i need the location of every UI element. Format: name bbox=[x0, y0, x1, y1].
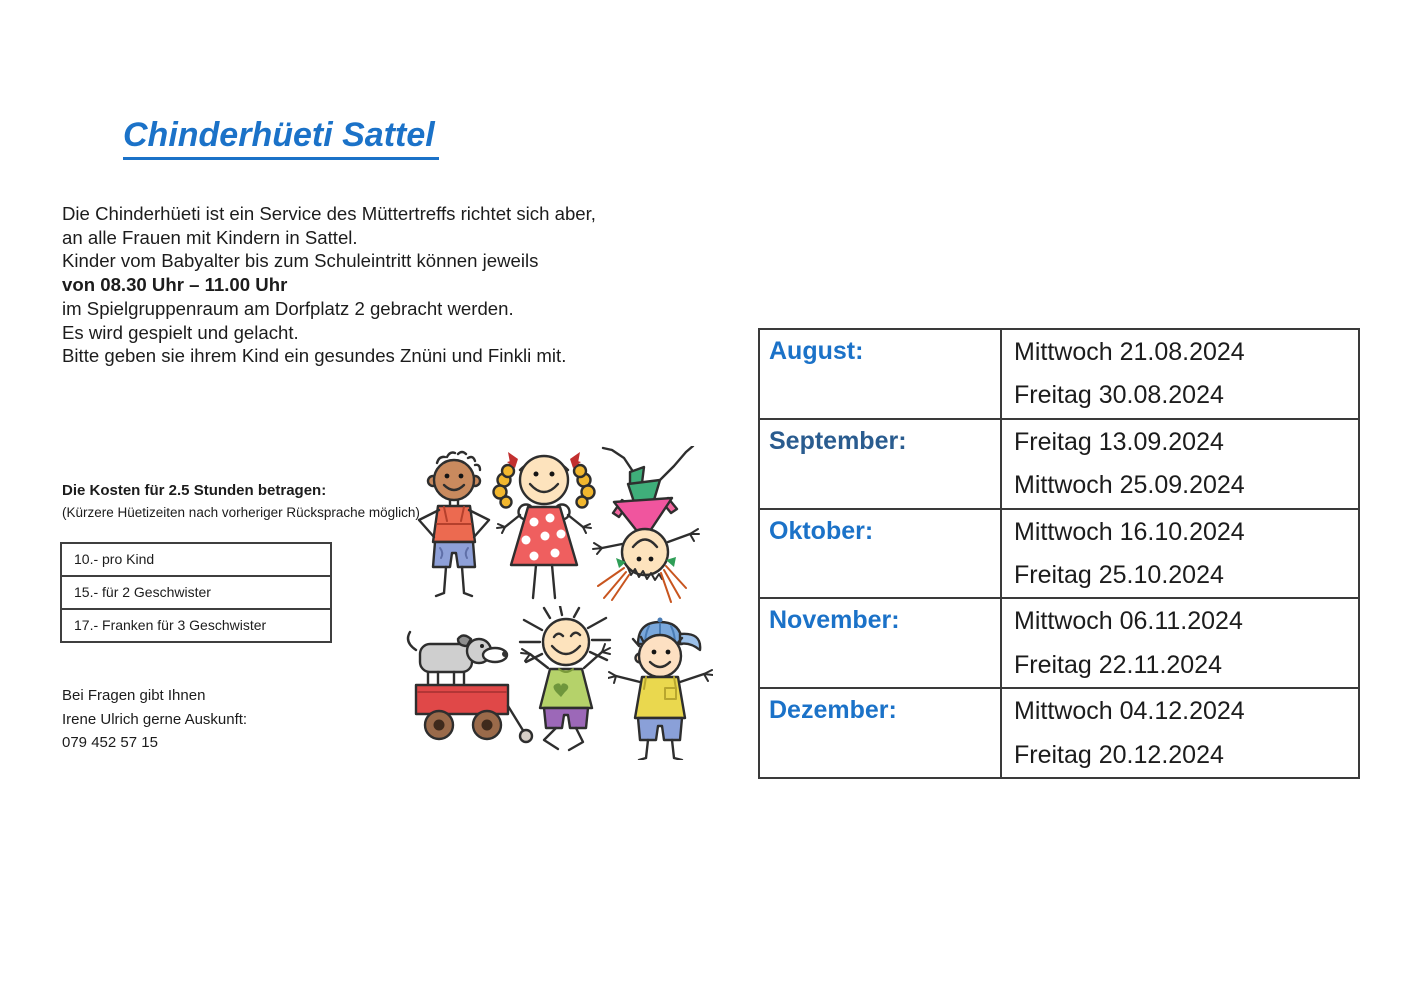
dates-cell bbox=[1001, 329, 1359, 419]
cost-row: 15.- für 2 Geschwister bbox=[62, 577, 330, 610]
page-title: Chinderhüeti Sattel bbox=[123, 116, 439, 160]
date-line: Mittwoch 21.08.2024 bbox=[1014, 338, 1245, 366]
month-label: Dezember: bbox=[759, 688, 1001, 778]
cost-row: 17.- Franken für 3 Geschwister bbox=[74, 617, 267, 633]
schedule-table bbox=[758, 328, 1360, 779]
dates-cell bbox=[1001, 688, 1359, 778]
intro-line: Bitte geben sie ihrem Kind ein gesundes Znüni und Finkli mit. bbox=[62, 345, 567, 367]
clipart-girl-polka-dot-dress bbox=[488, 446, 600, 604]
date-line: Mittwoch 04.12.2024 bbox=[1014, 697, 1245, 726]
cost-row: 10.- pro Kind bbox=[62, 544, 330, 577]
clipart-girl-jumping bbox=[516, 606, 616, 754]
date-line: Freitag 30.08.2024 bbox=[1014, 381, 1224, 410]
schedule-row-august bbox=[759, 329, 1359, 419]
date-line: Freitag 22.11.2024 bbox=[1014, 650, 1223, 679]
contact-phone: 079 452 57 15 bbox=[62, 734, 158, 751]
intro-line: Kinder vom Babyalter bis zum Schuleintritt können jeweils bbox=[62, 250, 539, 272]
schedule-row-oktober bbox=[759, 509, 1359, 599]
intro-line-hours: von 08.30 Uhr – 11.00 Uhr bbox=[62, 274, 288, 296]
contact-line: Bei Fragen gibt Ihnen bbox=[62, 687, 206, 704]
month-label: November: bbox=[759, 598, 1001, 688]
date-line: Freitag 25.10.2024 bbox=[1014, 561, 1224, 590]
cost-table bbox=[60, 542, 332, 643]
month-label: August: bbox=[759, 329, 1001, 419]
date-line: Mittwoch 16.10.2024 bbox=[1014, 517, 1245, 546]
date-line: Mittwoch 25.09.2024 bbox=[1014, 471, 1245, 500]
dates-cell bbox=[1001, 419, 1359, 509]
clipart-boy-with-cap bbox=[608, 612, 713, 760]
schedule-row-dezember bbox=[759, 688, 1359, 778]
contact-line: Irene Ulrich gerne Auskunft: bbox=[62, 710, 248, 728]
intro-line: Es wird gespielt und gelacht. bbox=[62, 321, 299, 343]
schedule-row-november bbox=[759, 598, 1359, 688]
intro-line: an alle Frauen mit Kindern in Sattel. bbox=[62, 226, 358, 248]
clipart-girl-handstand bbox=[586, 446, 704, 606]
intro-text bbox=[62, 202, 596, 368]
contact-block bbox=[62, 684, 247, 755]
costs-note: (Kürzere Hüetizeiten nach vorheriger Rücksprache möglich) bbox=[62, 505, 420, 520]
intro-line: Die Chinderhüeti ist ein Service des Müttertreffs richtet sich aber, bbox=[62, 203, 596, 224]
date-line: Freitag 20.12.2024 bbox=[1014, 740, 1224, 769]
intro-line: im Spielgruppenraum am Dorfplatz 2 gebracht werden. bbox=[62, 297, 514, 319]
date-line: Mittwoch 06.11.2024 bbox=[1014, 607, 1243, 636]
month-label: September: bbox=[759, 419, 1001, 509]
dates-cell bbox=[1001, 598, 1359, 688]
clipart-dog-on-red-wagon bbox=[394, 624, 534, 754]
date-line: Freitag 13.09.2024 bbox=[1014, 427, 1224, 456]
costs-heading: Die Kosten für 2.5 Stunden betragen: bbox=[62, 482, 327, 499]
month-label: Oktober: bbox=[759, 509, 1001, 599]
schedule-row-september bbox=[759, 419, 1359, 509]
dates-cell bbox=[1001, 509, 1359, 599]
